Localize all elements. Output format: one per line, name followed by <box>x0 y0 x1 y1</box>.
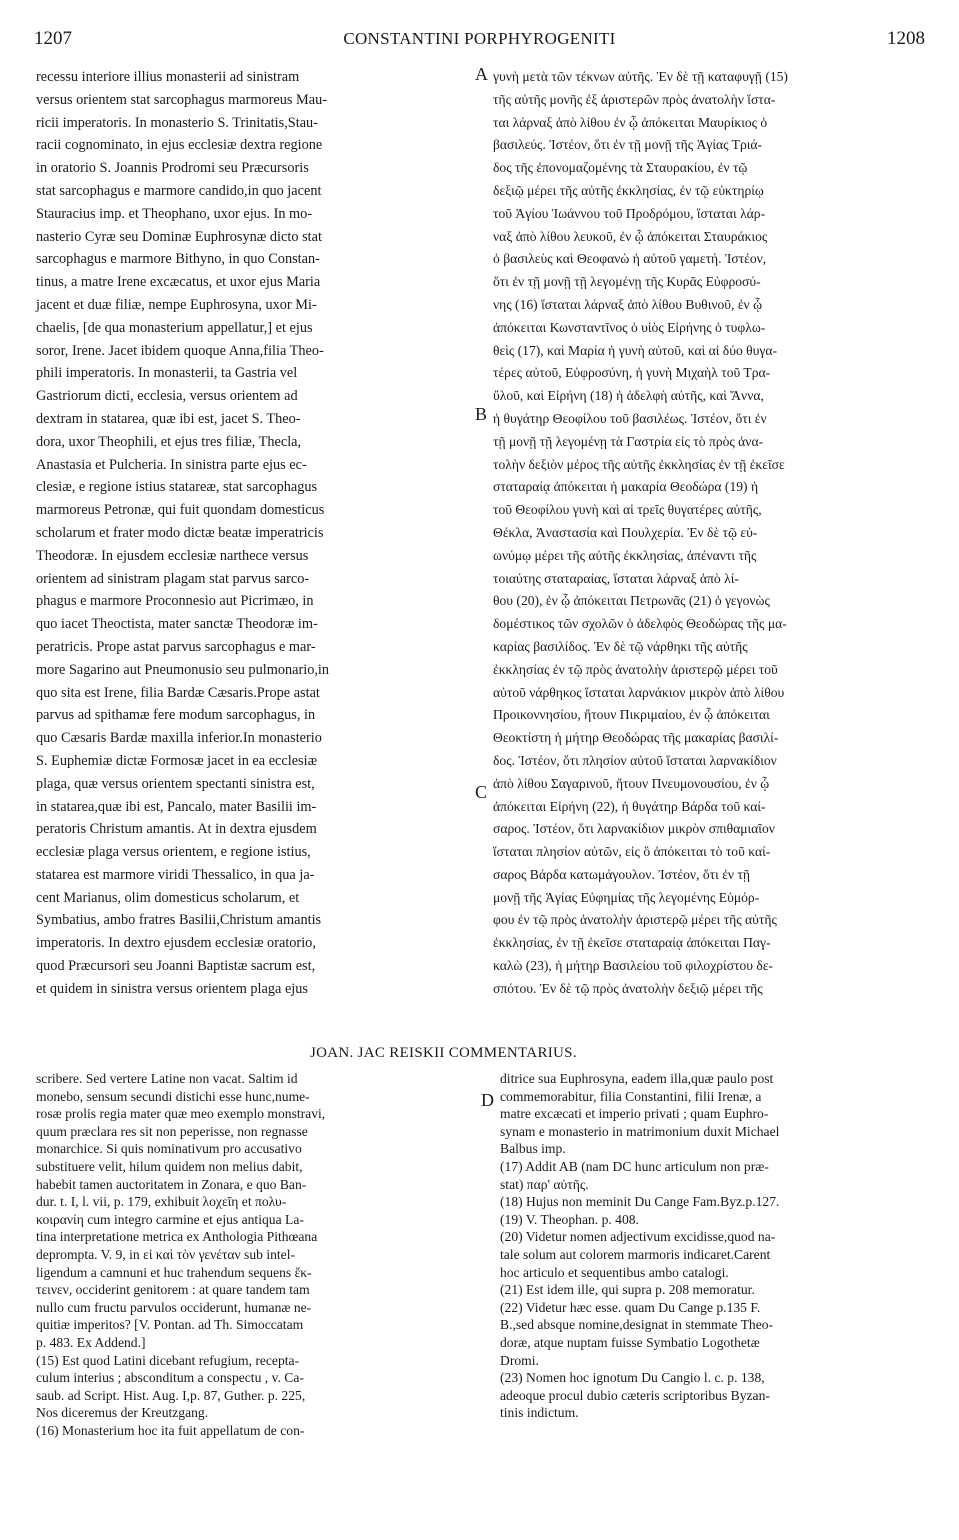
text-line: ἵσταται πλησίον αὐτῶν, εἰς ὃ ἀπόκειται τὸ τοῦ καί- <box>493 844 771 860</box>
commentary-line: quitiæ imperitos? [V. Pontan. ad Th. Simoccatam <box>36 1317 304 1333</box>
text-line: orientem ad sinistram plagam stat parvus sarco- <box>36 570 310 587</box>
margin-letter-a: A <box>475 64 488 84</box>
text-line: καρίας βασιλίδος. Ἐν δὲ τῷ νάρθηκι τῆς αὐτῆς <box>493 638 748 654</box>
commentary-line: stat) παρ' αὐτῆς. <box>500 1176 589 1192</box>
text-line: ἐκκλησίας, ἐν τῇ ἐκεῖσε σταταραίᾳ ἀπόκειται Παγ- <box>493 935 771 951</box>
text-line: τοῦ Ἁγίου Ἰωάννου τοῦ Προδρόμου, ἵσταται λάρ- <box>493 205 766 221</box>
commentary-line: B.,sed absque nomine,designat in stemmate Theo- <box>500 1317 774 1333</box>
commentary-line: (17) Addit AB (nam DC hunc articulum non præ- <box>500 1158 769 1174</box>
text-line: δομέστικος τῶν σχολῶν ὁ ἀδελφὸς Θεοδώρας τῆς μα- <box>493 616 787 632</box>
commentary-line: rosæ prolis regia mater quæ meo exemplo monstravi, <box>36 1106 326 1122</box>
text-line: dextram in statarea, quæ ibi est, jacet S. Theo- <box>36 410 301 427</box>
page-number-left: 1207 <box>34 28 72 49</box>
text-line: soror, Irene. Jacet ibidem quoque Anna,filia Theo- <box>36 342 324 359</box>
commentary-line: quum præclara res sit non peperisse, non regnasse <box>36 1123 308 1139</box>
text-line: Theodoræ. In ejusdem ecclesiæ narthece versus <box>36 547 309 564</box>
commentary-line: (23) Nomen hoc ignotum Du Cangio l. c. p. 138, <box>500 1370 765 1386</box>
commentary-line: adeoque procul dubio cæteris scriptoribus Byzan- <box>500 1387 770 1403</box>
text-line: tinus, a matre Irene excæcatus, et uxor ejus Maria <box>36 274 321 291</box>
text-line: τέρες αὐτοῦ, Εὐφροσύνη, ἡ γυνὴ Μιχαὴλ τοῦ Τρα- <box>493 365 771 381</box>
commentary-line: (15) Est quod Latini dicebant refugium, recepta- <box>36 1352 300 1368</box>
commentary-line: monebo, sensum secundi distichi esse hunc,nume- <box>36 1088 310 1104</box>
commentary-line: (18) Hujus non meminit Du Cange Fam.Byz.p.127. <box>500 1194 780 1210</box>
text-line: σπότου. Ἐν δὲ τῷ πρὸς ἀνατολὴν δεξιῷ μέρει τῆς <box>493 980 763 996</box>
text-line: τολὴν δεξιὸν μέρος τῆς αὐτῆς ἐκκλησίας ἐν τῇ ἐκεῖσε <box>493 456 785 472</box>
commentary-line: culum interius ; absconditum a conspectu , v. Ca- <box>36 1370 304 1386</box>
text-line: ται λάρναξ ἀπὸ λίθου ἐν ᾧ ἀπόκειται Μαυρίκιος ὁ <box>493 114 768 130</box>
margin-letter-c: C <box>475 782 488 802</box>
text-line: quod Præcursori seu Joanni Baptistæ sacrum est, <box>36 958 316 975</box>
text-line: cent Marianus, olim domesticus scholarum, et <box>36 889 300 906</box>
text-line: Symbatius, ambo fratres Basilii,Christum amantis <box>36 912 322 929</box>
greek-text-column <box>493 66 933 1001</box>
running-title: CONSTANTINI PORPHYROGENITI <box>343 29 616 48</box>
commentary-line: deprompta. V. 9, in εἰ καὶ τὸν γενέταν sub intel- <box>36 1246 296 1262</box>
commentary-line: κοιρανίη cum integro carmine et ejus antiqua La- <box>36 1211 304 1227</box>
text-line: ecclesiæ plaga versus orientem, e regione istius, <box>36 844 311 861</box>
text-line: statarea est marmore viridi Thessalico, in qua ja- <box>36 866 315 883</box>
text-line: jacent et duæ filiæ, nempe Euphrosyna, uxor Mi- <box>36 296 317 313</box>
text-line: τῇ μονῇ τῇ λεγομένῃ τὰ Γαστρία εἰς τὸ πρὸς ἀνα- <box>493 433 764 449</box>
text-line: scholarum et frater modo dictæ beatæ imperatricis <box>36 524 324 541</box>
commentary-line: tale solum aut colorem marmoris indicaret.Carent <box>500 1246 771 1262</box>
commentary-line: ditrice sua Euphrosyna, eadem illa,quæ paulo post <box>500 1071 774 1086</box>
text-line: more Sagarino aut Pneumonusio seu pulmonario,in <box>36 661 330 678</box>
text-line: δος τῆς ἐπονομαζομένης τὰ Σταυρακίου, ἐν τῷ <box>493 160 748 176</box>
commentary-line: (20) Videtur nomen adjectivum excidisse,quod na- <box>500 1229 776 1245</box>
text-line: ἀπόκειται Εἰρήνη (22), ἡ θυγάτηρ Βάρδα τοῦ καί- <box>493 798 766 814</box>
text-line: stat sarcophagus e marmore candido,in quo jacent <box>36 182 322 199</box>
text-line: in statarea,quæ ibi est, Pancalo, mater Basilii im- <box>36 798 317 815</box>
commentary-line: Balbus imp. <box>500 1141 566 1157</box>
margin-letter-d: D <box>481 1090 494 1110</box>
text-line: racii cognominato, in ejus ecclesiæ dextra regione <box>36 137 323 154</box>
commentary-line: commemorabitur, filia Constantini, filii Irenæ, a <box>500 1088 762 1104</box>
text-line: chaelis, [de qua monasterium appellatur,] et ejus <box>36 319 313 336</box>
text-line: et quidem in sinistra versus orientem plaga ejus <box>36 980 308 997</box>
commentary-line: hoc articulo et sequentibus ambo catalogi. <box>500 1264 729 1280</box>
commentary-line: tinis indictum. <box>500 1405 579 1421</box>
text-line: ricii imperatoris. In monasterio S. Trinitatis,Stau- <box>36 114 318 131</box>
commentary-line: (22) Videtur hæc esse. quam Du Cange p.135 F. <box>500 1299 761 1315</box>
text-line: marmoreus Petronæ, qui fuit quondam domesticus <box>36 502 325 519</box>
commentary-line: matre excæcati et imperio privati ; quam Euphro- <box>500 1106 769 1122</box>
text-line: δος. Ἰστέον, ὅτι πλησίον αὐτοῦ ἵσταται λαρνακίδιον <box>493 752 777 768</box>
text-line: βασιλεύς. Ἰστέον, ὅτι ἐν τῇ μονῇ τῆς Ἁγίας Τριά- <box>493 137 763 153</box>
text-line: in oratorio S. Joannis Prodromi seu Præcursoris <box>36 160 309 177</box>
commentary-left-column <box>36 1070 470 1439</box>
commentary-line: (21) Est idem ille, qui supra p. 208 memoratur. <box>500 1282 755 1298</box>
text-line: ὅτι ἐν τῇ μονῇ τῇ λεγομένῃ τῆς Κυρᾶς Εὐφροσύ- <box>493 274 761 290</box>
commentary-right-column <box>500 1070 932 1422</box>
commentary-line: (19) V. Theophan. p. 408. <box>500 1211 639 1227</box>
text-line: ναξ ἀπὸ λίθου λευκοῦ, ἐν ᾧ ἀπόκειται Σταυράκιος <box>493 228 768 244</box>
commentary-line: nullo cum fructu parvulos occiderunt, humanæ ne- <box>36 1299 312 1315</box>
text-line: ὔλοῦ, καὶ Εἰρήνη (18) ἡ ἀδελφὴ αὐτῆς, καὶ Ἄννα, <box>493 388 764 404</box>
commentary-line: p. 483. Ex Addend.] <box>36 1334 146 1350</box>
text-line: τοῦ Θεοφίλου γυνὴ καὶ αἱ τρεῖς θυγατέρες αὐτῆς, <box>493 502 762 518</box>
commentary-line: τεινεν, occiderint genitorem : at quare tandem tam <box>36 1282 310 1298</box>
text-line: ἀπὸ λίθου Σαγαρινοῦ, ἤτουν Πνευμονουσίου, ἐν ᾧ <box>493 775 770 791</box>
text-line: Θεοκτίστη ἡ μήτηρ Θεοδώρας τῆς μακαρίας βασιλί- <box>493 730 779 746</box>
commentary-line: ligendum a camnuni et huc trahendum sequens ἔκ- <box>36 1264 312 1280</box>
text-line: αὐτοῦ νάρθηκος ἵσταται λαρνάκιον μικρὸν ἀπὸ λίθου <box>493 684 785 700</box>
commentary-line: doræ, atque nuptam fuisse Symbatio Logothetæ <box>500 1334 760 1350</box>
text-line: phili imperatoris. In monasterii, ta Gastria vel <box>36 365 298 382</box>
page-number-right: 1208 <box>886 28 925 49</box>
commentary-line: saub. ad Script. Hist. Aug. I,p. 87, Guther. p. 225, <box>36 1387 306 1403</box>
text-line: recessu interiore illius monasterii ad sinistram <box>36 69 300 85</box>
text-line: versus orientem stat sarcophagus marmoreus Mau- <box>36 91 328 108</box>
text-line: ἡ θυγάτηρ Θεοφίλου τοῦ βασιλέως. Ἰστέον, ὅτι ἐν <box>493 410 767 426</box>
text-line: νης (16) ἵσταται λάρναξ ἀπὸ λίθου Βυθινοῦ, ἐν ᾧ <box>493 296 763 312</box>
text-line: quo Cæsaris Bardæ maxilla inferior.In monasterio <box>36 730 322 747</box>
text-line: θεὶς (17), καὶ Μαρία ἡ γυνὴ αὐτοῦ, καὶ αἱ δύο θυγα- <box>493 342 778 358</box>
text-line: ὁ βασιλεὺς καὶ Θεοφανὼ ἡ αὐτοῦ γαμετή. Ἰστέον, <box>493 251 767 267</box>
commentary-line: scribere. Sed vertere Latine non vacat. Saltim id <box>36 1071 298 1086</box>
commentary-line: habebit tamen auctoritatem in Zonara, e quo Ban- <box>36 1176 307 1192</box>
text-line: parvus ad spithamæ fere modum sarcophagus, in <box>36 707 316 724</box>
commentary-heading: JOAN. JAC REISKII COMMENTARIUS. <box>310 1045 577 1061</box>
text-line: τῆς αὐτῆς μονῆς ἐξ ἀριστερῶν πρὸς ἀνατολὴν ἵστα- <box>493 91 776 107</box>
text-line: plaga, quæ versus orientem spectanti sinistra est, <box>36 775 315 792</box>
text-line: μονῇ τῆς Ἁγίας Εὐφημίας τῆς λεγομένης Εὐμόρ- <box>493 889 760 905</box>
commentary-line: monarchice. Si quis nominativum pro accusativo <box>36 1141 302 1157</box>
latin-translation-column <box>36 66 470 1001</box>
text-line: sarcophagus e marmore Bithyno, in quo Constan- <box>36 251 320 268</box>
commentary-line: Nos diceremus der Kreutzgang. <box>36 1405 209 1421</box>
text-line: peratoris Christum amantis. At in dextra ejusdem <box>36 821 317 838</box>
text-line: Προικοννησίου, ἤτουν Πικριμαίου, ἐν ᾧ ἀπόκειται <box>493 707 770 723</box>
margin-letter-b: B <box>475 404 488 424</box>
text-line: Gastriorum dicti, ecclesia, versus orientem ad <box>36 388 298 405</box>
commentary-line: Dromi. <box>500 1352 539 1368</box>
text-line: καλὼ (23), ἡ μήτηρ Βασιλείου τοῦ φιλοχρίστου δε- <box>493 958 774 974</box>
text-line: θου (20), ἐν ᾧ ἀπόκειται Πετρωνᾶς (21) ὁ γεγονὼς <box>493 593 770 609</box>
text-line: peratricis. Prope astat parvus sarcophagus e mar- <box>36 638 316 655</box>
commentary-line: dur. t. I, l. vii, p. 179, exhibuit λοχεῖη et πολυ- <box>36 1194 287 1210</box>
text-line: imperatoris. In dextro ejusdem ecclesiæ oratorio, <box>36 935 316 952</box>
commentary-line: (16) Monasterium hoc ita fuit appellatum de con- <box>36 1422 305 1438</box>
text-line: σαρος Βάρδα κατωμάγουλον. Ἰστέον, ὅτι ἐν τῇ <box>493 866 751 882</box>
text-line: Θέκλα, Ἀναστασία καὶ Πουλχερία. Ἐν δὲ τῷ εὐ- <box>493 524 758 540</box>
text-line: γυνὴ μετὰ τῶν τέκνων αὐτῆς. Ἐν δὲ τῇ καταφυγῇ (15) <box>493 69 788 84</box>
text-line: ἐκκλησίας ἐν τῷ πρὸς ἀνατολὴν ἀριστερῷ μέρει τοῦ <box>493 661 778 677</box>
text-line: dora, uxor Theophili, et ejus tres filiæ, Thecla, <box>36 433 302 450</box>
text-line: ωνύμῳ μέρει τῆς αὐτῆς ἐκκλησίας, ἀπέναντι τῆς <box>493 547 757 563</box>
text-line: Anastasia et Pulcheria. In sinistra parte ejus ec- <box>36 456 307 473</box>
text-line: phagus e marmore Proconnesio aut Picrimæo, in <box>36 593 314 610</box>
text-line: φου ἐν τῷ πρὸς ἀνατολὴν ἀριστερῷ μέρει τῆς αὐτῆς <box>493 912 777 928</box>
text-line: σταταραίᾳ ἀπόκειται ἡ μακαρία Θεοδώρα (19) ἡ <box>493 479 759 495</box>
commentary-line: tina interpretatione metrica ex Anthologia Pithœana <box>36 1229 318 1245</box>
running-header <box>34 22 925 56</box>
text-line: S. Euphemiæ dictæ Formosæ jacet in ea ecclesiæ <box>36 752 318 769</box>
commentary-line: substituere velit, hilum quidem non melius dabit, <box>36 1158 303 1174</box>
text-line: σαρος. Ἰστέον, ὅτι λαρνακίδιον μικρὸν σπιθαμιαῖον <box>493 821 775 837</box>
text-line: clesiæ, e regione istius statareæ, stat sarcophagus <box>36 479 318 496</box>
text-line: quo sita est Irene, filia Bardæ Cæsaris.Prope astat <box>36 684 320 701</box>
text-line: nasterio Cyræ seu Dominæ Euphrosynæ dicto stat <box>36 228 322 245</box>
text-line: τοιαύτης σταταραίας, ἵσταται λάρναξ ἀπὸ λί- <box>493 570 739 586</box>
text-line: δεξιῷ μέρει τῆς αὐτῆς ἐκκλησίας, ἐν τῷ εὐκτηρίῳ <box>493 182 764 198</box>
text-line: Stauracius imp. et Theophano, uxor ejus. In mo- <box>36 205 313 222</box>
text-line: ἀπόκειται Κωνσταντῖνος ὁ υἱὸς Εἰρήνης ὁ τυφλω- <box>493 319 766 335</box>
text-line: quo iacet Theoctista, mater sanctæ Theodoræ im- <box>36 616 318 633</box>
commentary-line: synam e monasterio in matrimonium duxit Michael <box>500 1123 780 1139</box>
